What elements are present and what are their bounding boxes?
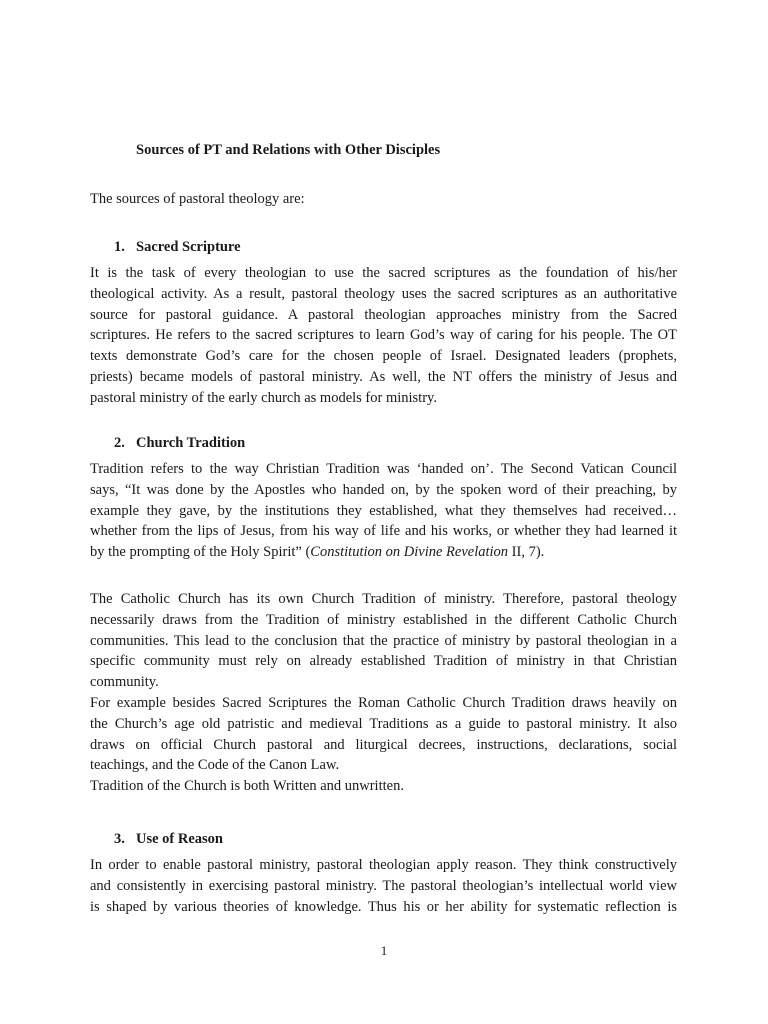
text-line: priests) became models of pastoral ministry. As well, the NT offers the ministry of Jesus and <box>90 368 677 385</box>
text-line: example they gave, by the institutions they established, what they themselves had received… <box>90 502 677 519</box>
paragraph-sacred-scripture <box>90 263 677 409</box>
text-line: whether from the lips of Jesus, from his way of life and his works, or whether they had learned it <box>90 523 677 540</box>
citation-prefix: by the prompting of the Holy Spirit” ( <box>90 544 311 561</box>
section-heading-sacred-scripture <box>114 239 241 256</box>
section-heading-use-of-reason <box>114 831 223 848</box>
section-number: 1. <box>114 239 125 255</box>
text-line: says, “It was done by the Apostles who handed on, by the spoken word of their preaching, by <box>90 481 677 498</box>
intro-text: The sources of pastoral theology are: <box>90 191 305 207</box>
section-heading-text: Church Tradition <box>136 435 246 451</box>
page-number: 1 <box>380 943 388 958</box>
text-line: teachings, and the Code of the Canon Law. <box>90 757 340 774</box>
text-line-citation <box>90 542 677 563</box>
text-line: source for pastoral guidance. A pastoral theologian approaches ministry from the Sacred <box>90 306 677 323</box>
citation-suffix: II, 7). <box>508 544 545 561</box>
paragraph-catholic-church-tradition <box>90 589 677 797</box>
section-heading-text: Use of Reason <box>136 831 223 847</box>
text-line: community. <box>90 674 159 691</box>
section-number: 2. <box>114 435 125 451</box>
text-line: Tradition refers to the way Christian Tradition was ‘handed on’. The Second Vatican Council <box>90 461 677 477</box>
text-line: theological activity. As a result, pastoral theology uses the sacred scriptures as an authoritative <box>90 285 677 302</box>
text-line: It is the task of every theologian to use the sacred scriptures as the foundation of his/her <box>90 265 677 281</box>
citation-title: Constitution on Divine Revelation <box>310 544 509 561</box>
section-heading-church-tradition <box>114 435 245 452</box>
document-title: Sources of PT and Relations with Other Disciples <box>136 142 441 158</box>
text-line: is shaped by various theories of knowledge. Thus his or her ability for systematic reflection is <box>90 898 677 915</box>
paragraph-use-of-reason <box>90 855 677 917</box>
section-number: 3. <box>114 831 125 847</box>
paragraph-church-tradition <box>90 459 677 563</box>
text-line: specific community must rely on already established Tradition of ministry in that Christian <box>90 653 677 670</box>
text-line: In order to enable pastoral ministry, pastoral theologian apply reason. They think constructively <box>90 857 677 873</box>
text-line: Tradition of the Church is both Written and unwritten. <box>90 778 404 795</box>
text-line: the Church’s age old patristic and medieval Traditions as a guide to pastoral ministry. It also <box>90 715 677 732</box>
section-heading-text: Sacred Scripture <box>136 239 241 255</box>
text-line: communities. This lead to the conclusion that the practice of ministry by pastoral theologian in a <box>90 632 677 649</box>
text-line: draws on official Church pastoral and liturgical decrees, instructions, declarations, social <box>90 736 677 753</box>
text-line: necessarily draws from the Tradition of ministry established in the different Catholic Church <box>90 611 677 628</box>
text-line: texts demonstrate God’s care for the chosen people of Israel. Designated leaders (prophets, <box>90 348 677 365</box>
text-line: and consistently in exercising pastoral ministry. The pastoral theologian’s intellectual world view <box>90 877 677 894</box>
text-line: scriptures. He refers to the sacred scriptures to learn God’s way of caring for his people. The OT <box>90 327 677 344</box>
text-line: The Catholic Church has its own Church Tradition of ministry. Therefore, pastoral theology <box>90 591 677 607</box>
text-line: For example besides Sacred Scriptures the Roman Catholic Church Tradition draws heavily on <box>90 694 677 711</box>
text-line: pastoral ministry of the early church as models for ministry. <box>90 389 437 406</box>
